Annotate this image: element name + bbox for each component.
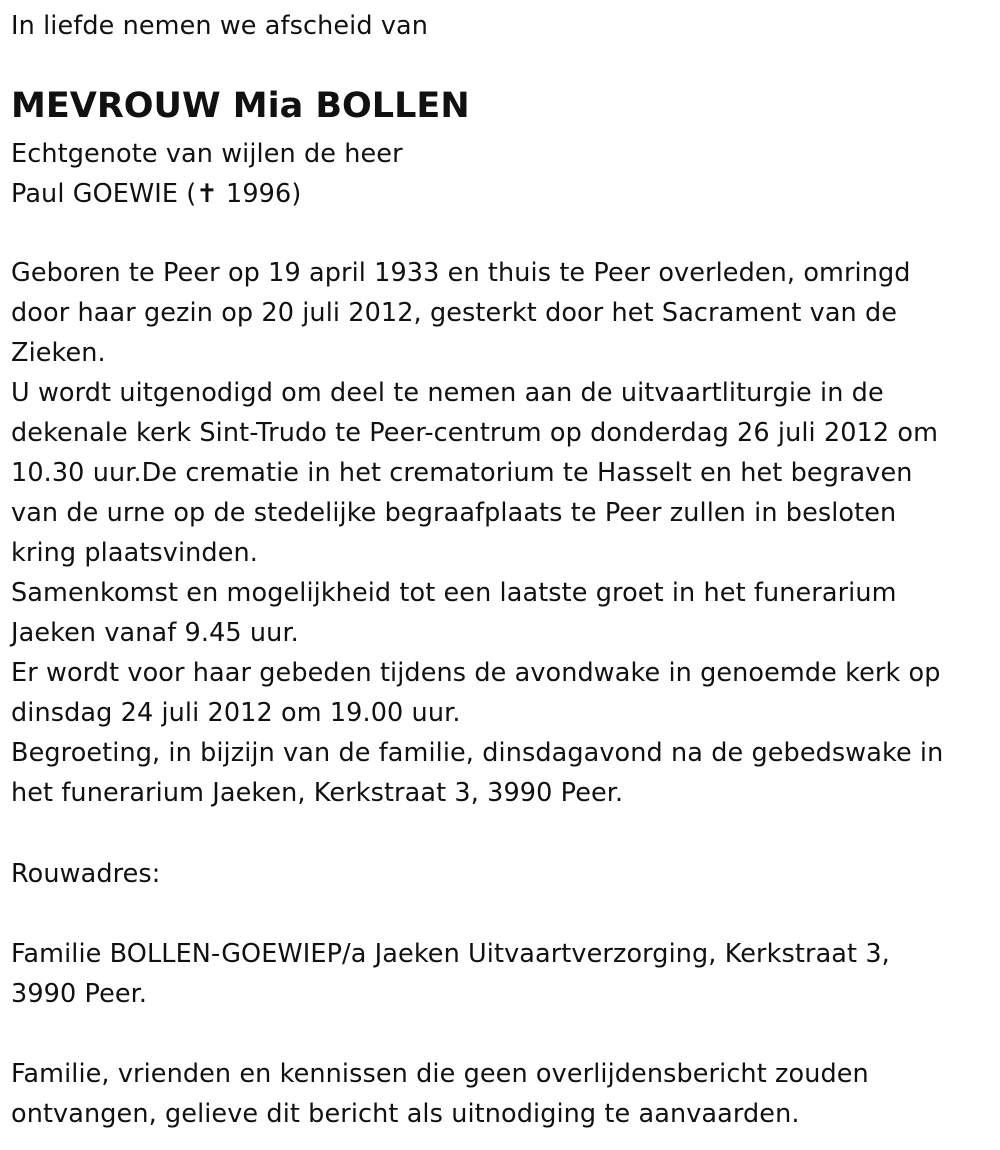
closing-note: [11, 1054, 869, 1134]
body-line: Geboren te Peer op 19 april 1933 en thuis te Peer overleden, omringd: [11, 258, 911, 288]
body-line: Samenkomst en mogelijkheid tot een laatste groet in het funerarium: [11, 578, 897, 608]
rouwadres-label: Rouwadres:: [11, 859, 161, 889]
body-line: het funerarium Jaeken, Kerkstraat 3, 3990 Peer.: [11, 778, 624, 808]
deceased-name: MEVROUW Mia BOLLEN: [11, 86, 470, 126]
body-line: dinsdag 24 juli 2012 om 19.00 uur.: [11, 698, 461, 728]
spouse-line-1: Echtgenote van wijlen de heer: [11, 139, 403, 169]
announcement-body: [11, 253, 943, 813]
spouse-line-2: Paul GOEWIE (✝ 1996): [11, 179, 302, 209]
body-line: dekenale kerk Sint-Trudo te Peer-centrum op donderdag 26 juli 2012 om: [11, 418, 939, 448]
closing-line-2: ontvangen, gelieve dit bericht als uitnodiging te aanvaarden.: [11, 1099, 800, 1129]
body-line: van de urne op de stedelijke begraafplaats te Peer zullen in besloten: [11, 498, 897, 528]
intro-text: In liefde nemen we afscheid van: [11, 11, 429, 41]
body-line: kring plaatsvinden.: [11, 538, 258, 568]
rouwadres-line-1: Familie BOLLEN-GOEWIEP/a Jaeken Uitvaartverzorging, Kerkstraat 3,: [11, 939, 890, 969]
body-line: door haar gezin op 20 juli 2012, gesterkt door het Sacrament van de: [11, 298, 898, 328]
spouse-info: [11, 134, 403, 214]
body-line: Er wordt voor haar gebeden tijdens de avondwake in genoemde kerk op: [11, 658, 941, 688]
body-line: Begroeting, in bijzijn van de familie, dinsdagavond na de gebedswake in: [11, 738, 944, 768]
rouwadres-address: [11, 934, 890, 1014]
body-line: Jaeken vanaf 9.45 uur.: [11, 618, 299, 648]
closing-line-1: Familie, vrienden en kennissen die geen overlijdensbericht zouden: [11, 1059, 869, 1089]
body-line: 10.30 uur.De crematie in het crematorium te Hasselt en het begraven: [11, 458, 913, 488]
rouwadres-line-2: 3990 Peer.: [11, 979, 148, 1009]
body-line: Zieken.: [11, 338, 106, 368]
body-line: U wordt uitgenodigd om deel te nemen aan de uitvaartliturgie in de: [11, 378, 884, 408]
